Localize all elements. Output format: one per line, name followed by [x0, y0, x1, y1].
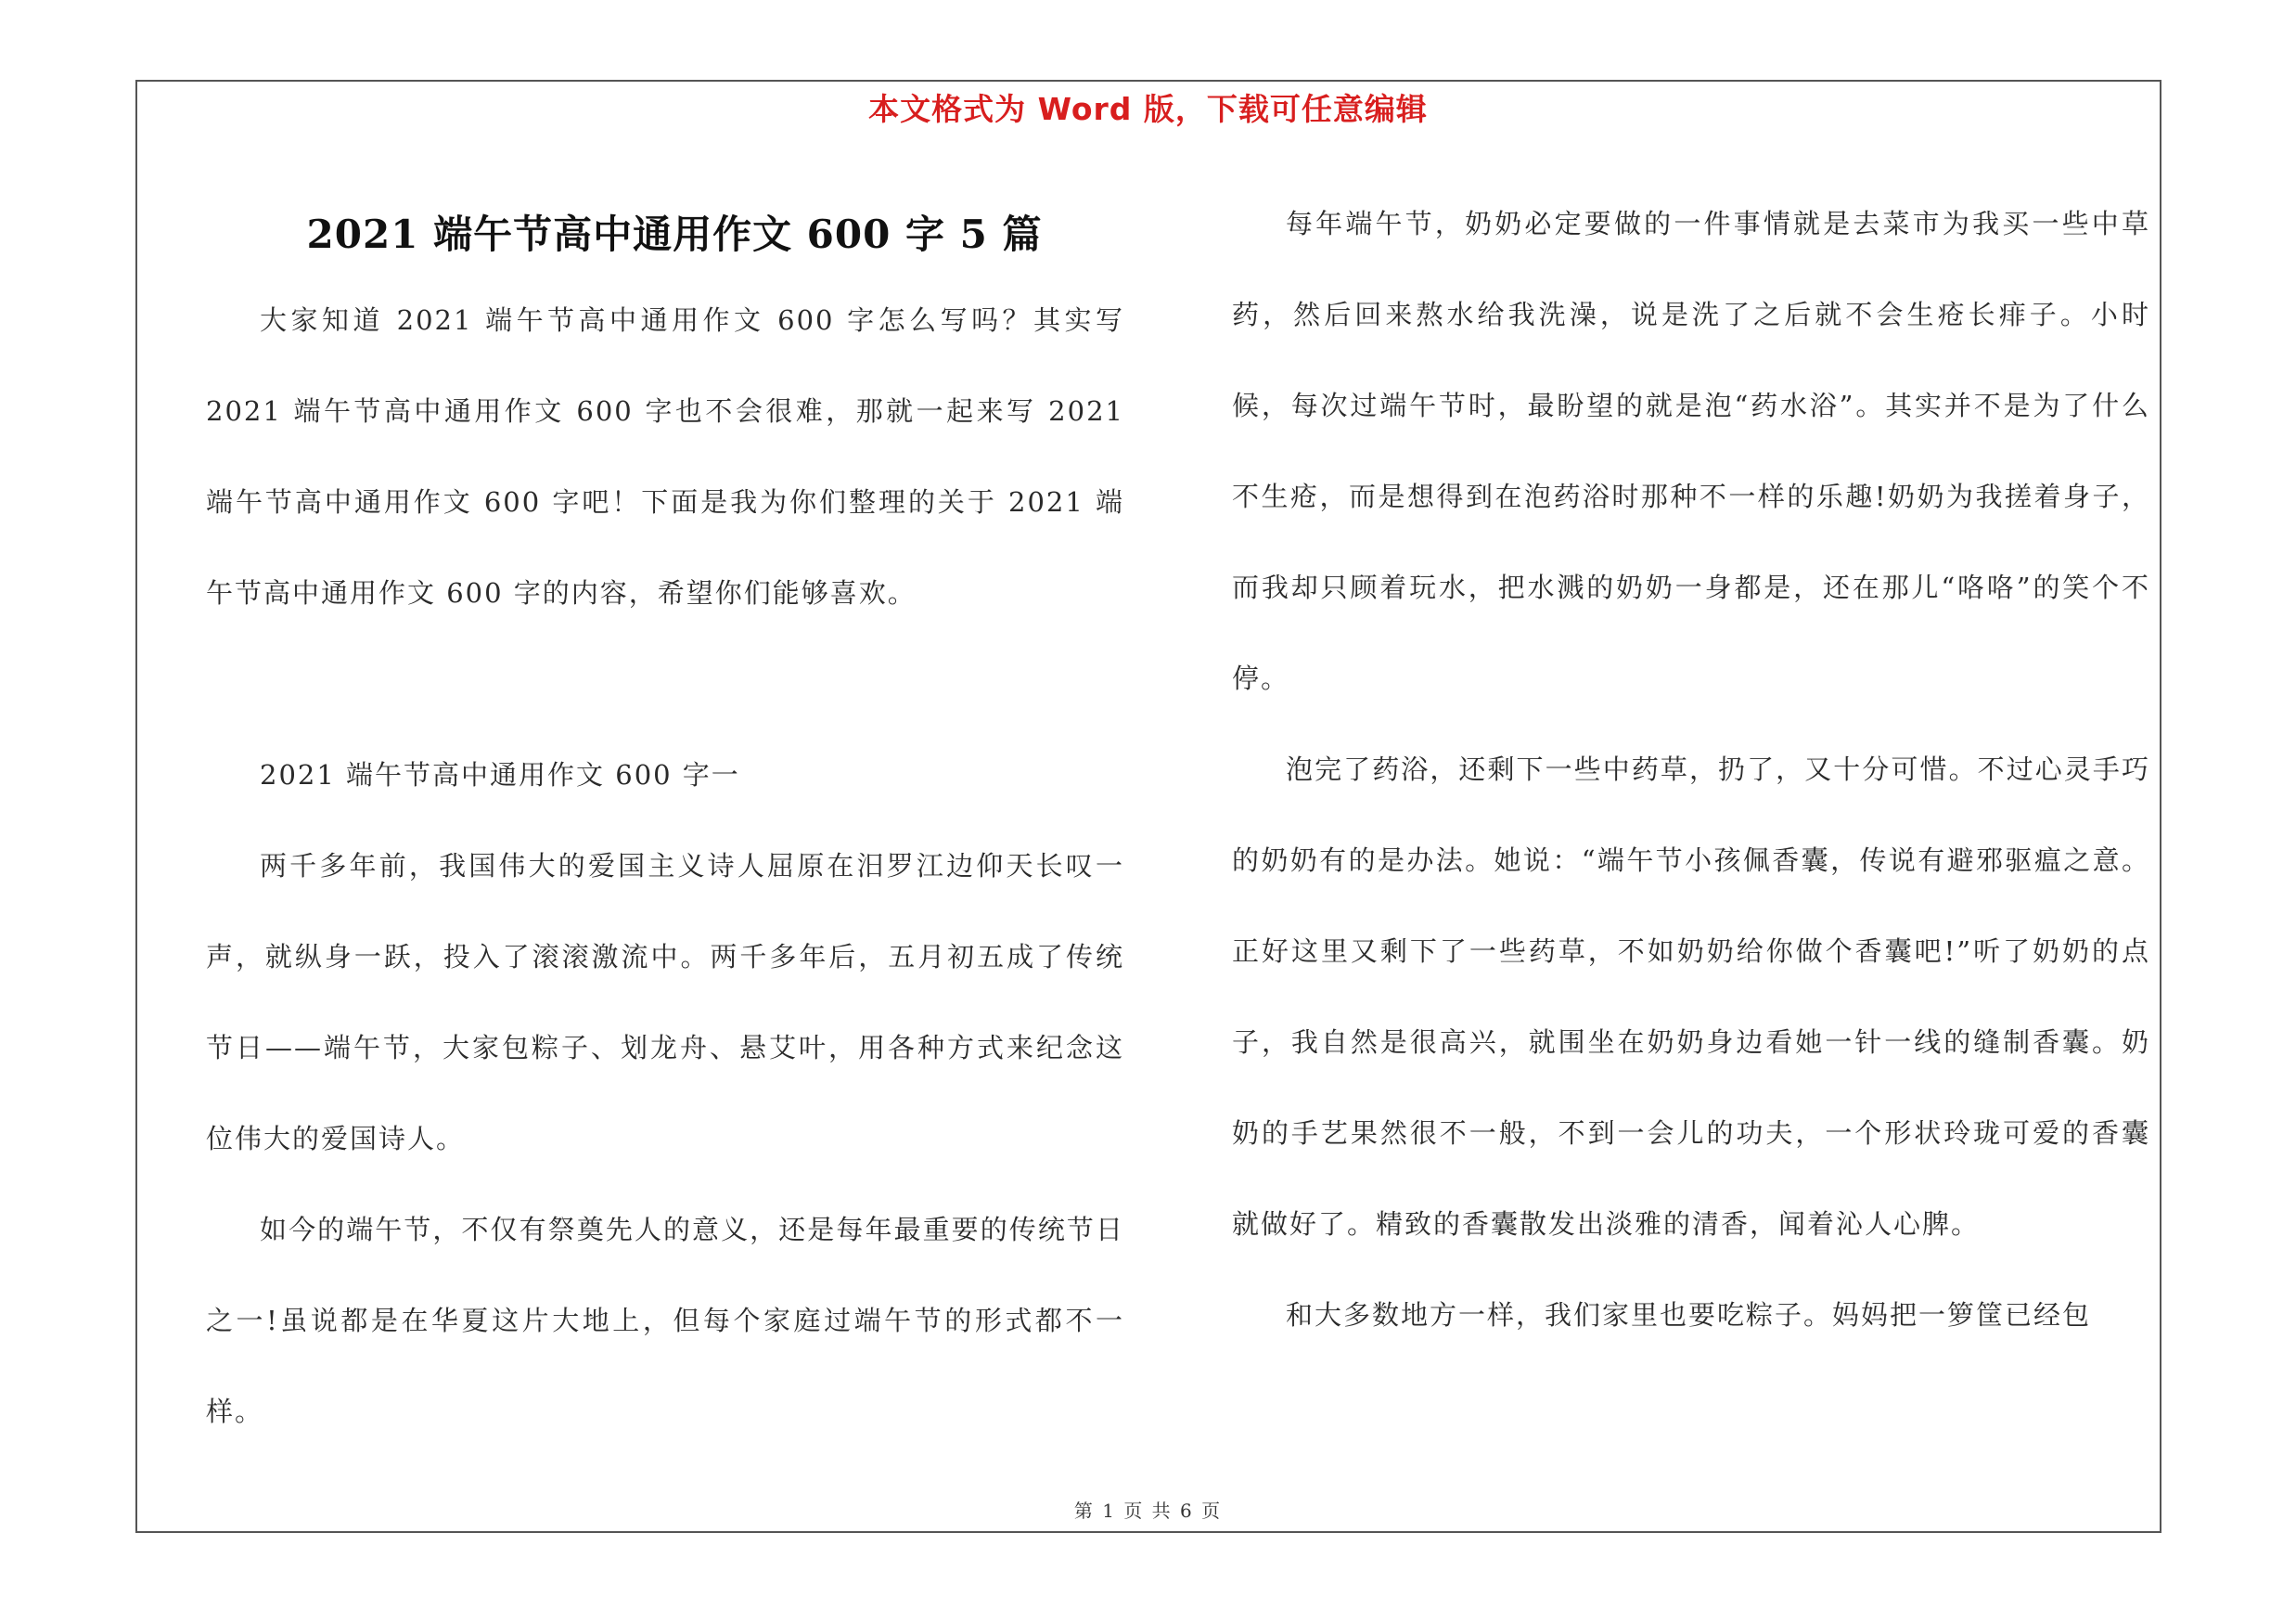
- body-paragraph: 两千多年前，我国伟大的爱国主义诗人屈原在汨罗江边仰天长叹一声，就纵身一跃，投入了滚滚激流中。两千多年后，五月初五成了传统节日——端午节，大家包粽子、划龙舟、悬艾叶，用各种方式来纪念这位伟大的爱国诗人。: [206, 850, 1124, 1154]
- section-heading: 2021 端午节高中通用作文 600 字一: [260, 759, 740, 791]
- right-column: [1232, 195, 2150, 1360]
- left-column: [206, 195, 1124, 1457]
- body-paragraph: 每年端午节，奶奶必定要做的一件事情就是去菜市为我买一些中草药，然后回来熬水给我洗澡，说是洗了之后就不会生疮长痱子。小时候，每次过端午节时，最盼望的就是泡“药水浴”。其实并不是为了什么不生疮，而是想得到在泡药浴时那种不一样的乐趣!奶奶为我搓着身子，而我却只顾着玩水，把水溅的奶奶一身都是，还在那儿“咯咯”的笑个不停。: [1232, 208, 2150, 694]
- intro-paragraph: 大家知道 2021 端午节高中通用作文 600 字怎么写吗？其实写 2021 端午节高中通用作文 600 字也不会很难，那就一起来写 2021 端午节高中通用作文 600 字吧！下面是我为你们整理的关于 2021 端午节高中通用作文 600 字的内容，希望你们能够喜欢。: [206, 304, 1124, 609]
- body-paragraph: 泡完了药浴，还剩下一些中药草，扔了，又十分可惜。不过心灵手巧的奶奶有的是办法。她说：“端午节小孩佩香囊，传说有避邪驱瘟之意。正好这里又剩下了一些药草，不如奶奶给你做个香囊吧!”听了奶奶的点子，我自然是很高兴，就围坐在奶奶身边看她一针一线的缝制香囊。奶奶的手艺果然很不一般，不到一会儿的功夫，一个形状玲珑可爱的香囊就做好了。精致的香囊散发出淡雅的清香，闻着沁人心脾。: [1232, 754, 2150, 1240]
- format-banner: 本文格式为 Word 版，下载可任意编辑: [868, 91, 1428, 127]
- paragraph-spacer: [206, 638, 1124, 729]
- page-number: 第 1 页 共 6 页: [1073, 1500, 1223, 1522]
- body-paragraph: 如今的端午节，不仅有祭奠先人的意义，还是每年最重要的传统节日之一!虽说都是在华夏这片大地上，但每个家庭过端午节的形式都不一样。: [206, 1214, 1124, 1427]
- body-paragraph: 和大多数地方一样，我们家里也要吃粽子。妈妈把一箩筐已经包: [1286, 1299, 2092, 1331]
- document-title: 2021 端午节高中通用作文 600 字 5 篇: [306, 212, 1043, 257]
